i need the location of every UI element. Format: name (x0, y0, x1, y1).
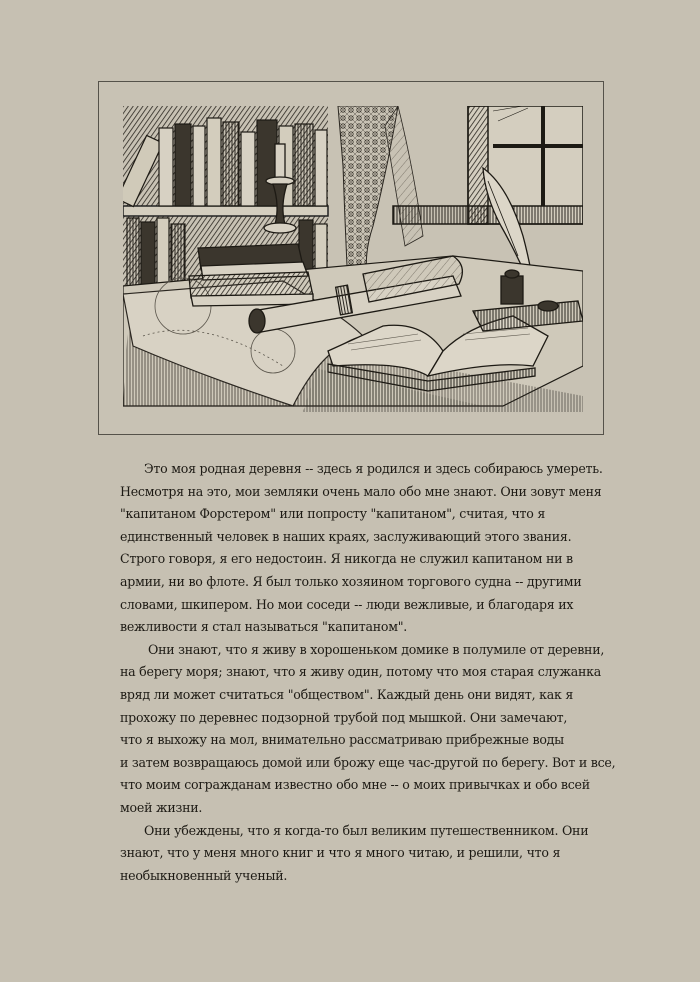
text-line: Несмотря на это, мои земляки очень мало обо мне знают. Они зовут меня (120, 483, 602, 499)
text-line: на берегу моря; знают, что я живу один, потому что моя старая служанка (120, 664, 602, 680)
text-line: прохожу по деревнес подзорной трубой под мышкой. Они замечают, (120, 709, 568, 725)
text-line: вряд ли может считаться "обществом". Каждый день они видят, как я (120, 686, 574, 702)
illustration-frame (98, 81, 604, 435)
text-line: единственный человек в наших краях, заслуживающий этого звания. (120, 528, 572, 544)
text-line: Строго говоря, я его недостоин. Я никогда не служил капитаном ни в (120, 551, 573, 567)
text-line: Это моя родная деревня -- здесь я родился и здесь собираюсь умереть. (144, 461, 603, 476)
paragraph-1 (120, 458, 603, 639)
text-line: "капитаном Форстером" или попросту "капитаном", считая, что я (120, 506, 546, 522)
paragraph-3 (120, 820, 595, 888)
text-line: необыкновенный ученый. (120, 867, 288, 883)
stacked-books (189, 244, 313, 306)
study-desk-illustration (123, 106, 583, 412)
story-text (120, 458, 616, 887)
text-line: и затем возвращаюсь домой или брожу еще час-другой по берегу. Вот и все, (120, 754, 616, 770)
lace-curtain (338, 106, 423, 286)
window (393, 106, 583, 224)
text-line: Они знают, что я живу в хорошеньком домике в полумиле от деревни, (148, 641, 605, 657)
text-line: словами, шкипером. Но мои соседи -- люди вежливые, и благодаря их (120, 596, 574, 612)
text-line: что я выхожу на мол, внимательно рассматриваю прибрежные воды (120, 732, 564, 748)
text-line: армии, ни во флоте. Я был только хозяином торгового судна -- другими (120, 573, 582, 589)
text-line: Они убеждены, что я когда-то был великим путешественником. Они (144, 822, 589, 838)
text-line: моей жизни. (120, 799, 203, 815)
text-line: что моим согражданам известно обо мне -- о моих привычках и обо всей (120, 777, 590, 793)
paragraph-2 (120, 639, 616, 820)
text-line: знают, что у меня много книг и что я много читаю, и решили, что я (120, 845, 561, 861)
text-line: вежливости я стал называться "капитаном". (120, 619, 408, 635)
